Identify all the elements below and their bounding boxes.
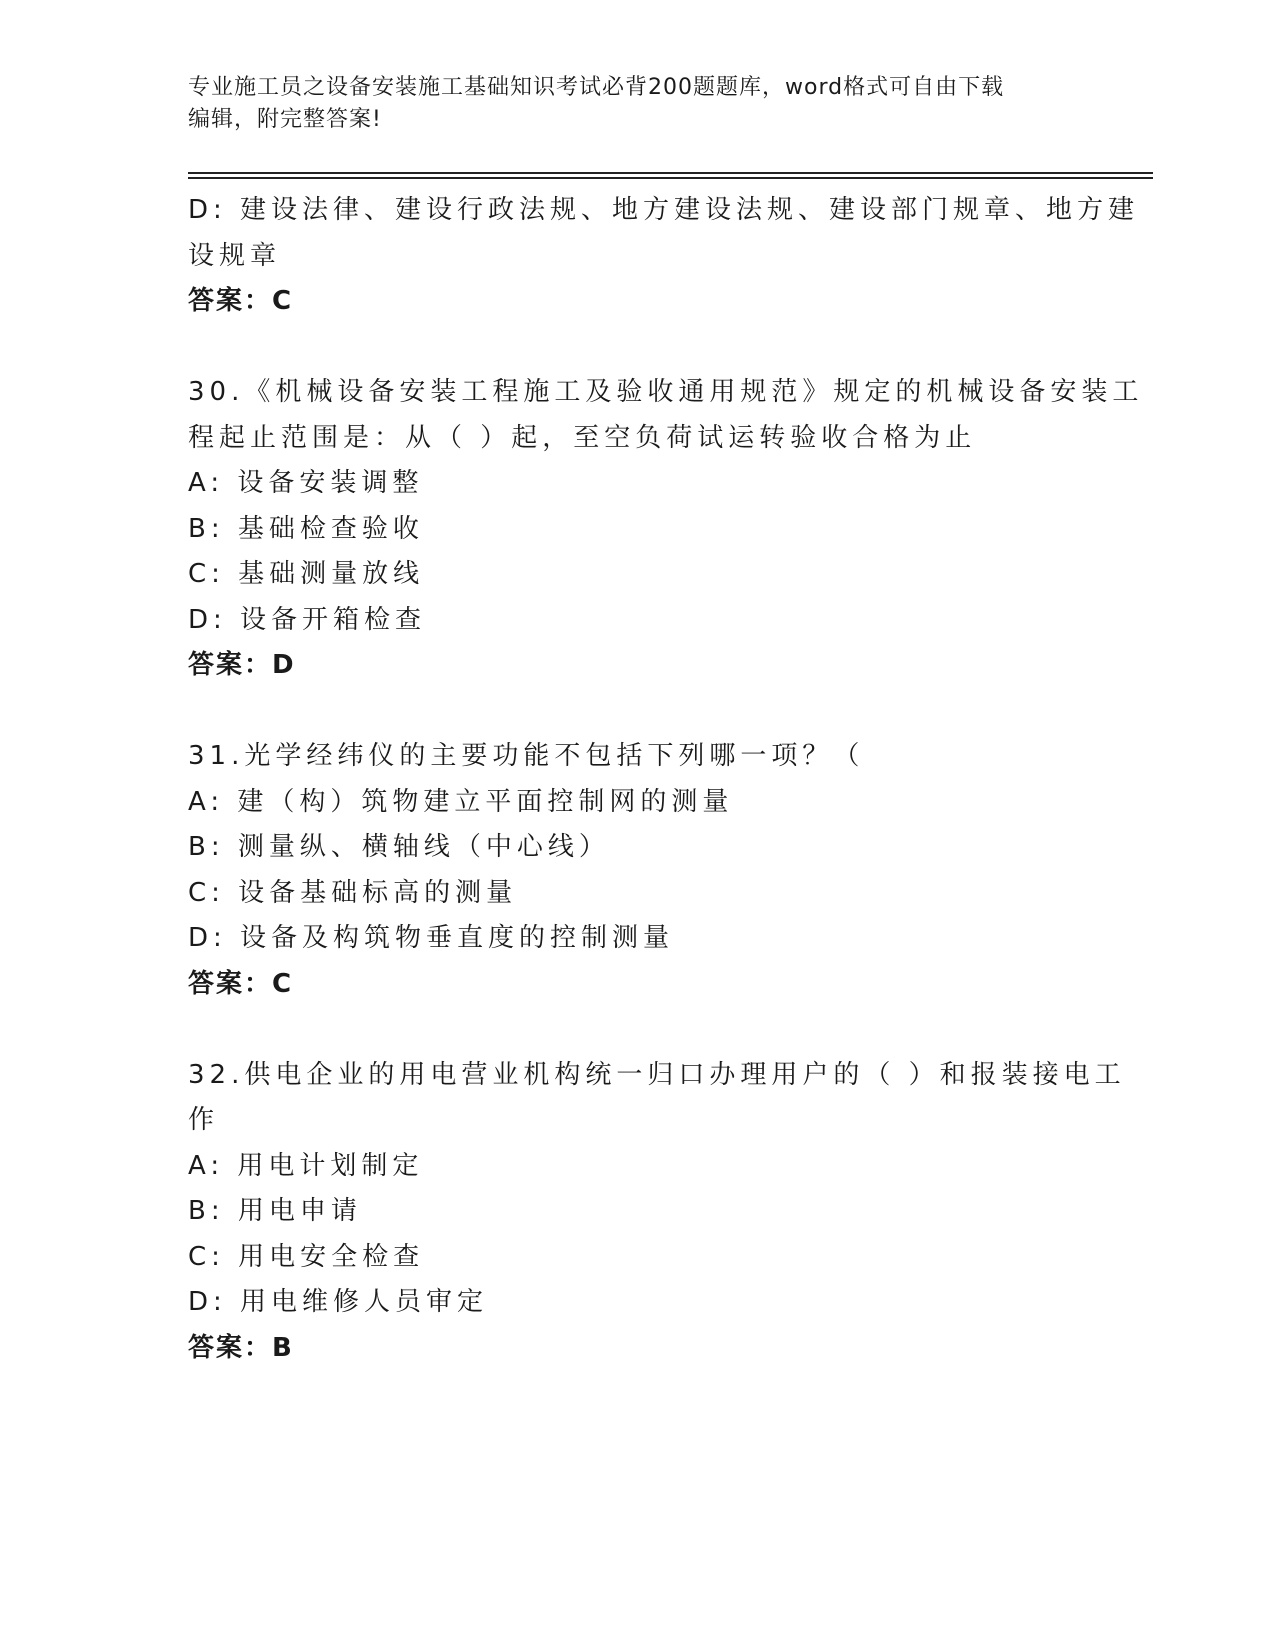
question-32 [188, 1053, 1126, 1372]
answer-label: 答案：C [188, 968, 294, 999]
option-b: B: 用电申请 [188, 1196, 362, 1226]
question-stem-line-1: 32.供电企业的用电营业机构统一归口办理用户的（ ）和报装接电工 [188, 1059, 1126, 1090]
question-stem-line-2: 作 [188, 1105, 220, 1135]
question-stem-line-2: 程起止范围是：从（ ）起，至空负荷试运转验收合格为止 [188, 422, 977, 453]
header-title-line-2: 编辑，附完整答案! [188, 107, 382, 132]
question-stem-line-1: 30.《机械设备安装工程施工及验收通用规范》规定的机械设备安装工 [188, 377, 1144, 407]
header-title-line-1: 专业施工员之设备安装施工基础知识考试必背200题题库，word格式可自由下载 [188, 75, 1005, 100]
question-30 [188, 370, 1144, 689]
option-d-line-2: 设规章 [188, 240, 282, 271]
answer-label: 答案：B [188, 1332, 294, 1363]
answer-label: 答案：C [188, 286, 294, 316]
question-stem-line-1: 31.光学经纬仪的主要功能不包括下列哪一项？（ [188, 741, 865, 771]
option-a: A: 设备安装调整 [188, 468, 424, 498]
answer-label: 答案：D [188, 650, 296, 680]
question-content [188, 188, 1144, 1371]
header-rule-bottom [188, 177, 1153, 179]
carryover-question [188, 188, 1140, 325]
option-b: B: 测量纵、横轴线（中心线） [188, 832, 610, 862]
question-31 [188, 734, 1078, 1007]
header-rule-top [188, 172, 1153, 174]
option-c: C: 基础测量放线 [188, 559, 425, 589]
option-d-line-1: D: 建设法律、建设行政法规、地方建设法规、建设部门规章、地方建 [188, 195, 1140, 225]
option-a: A: 建（构）筑物建立平面控制网的测量 [188, 786, 734, 817]
option-c: C: 设备基础标高的测量 [188, 877, 518, 908]
option-d: D: 设备开箱检查 [188, 604, 427, 635]
document-header [188, 72, 1068, 136]
option-c: C: 用电安全检查 [188, 1241, 425, 1272]
option-b: B: 基础检查验收 [188, 513, 424, 544]
option-a: A: 用电计划制定 [188, 1150, 424, 1181]
option-d: D: 设备及构筑物垂直度的控制测量 [188, 923, 675, 953]
option-d: D: 用电维修人员审定 [188, 1287, 489, 1317]
